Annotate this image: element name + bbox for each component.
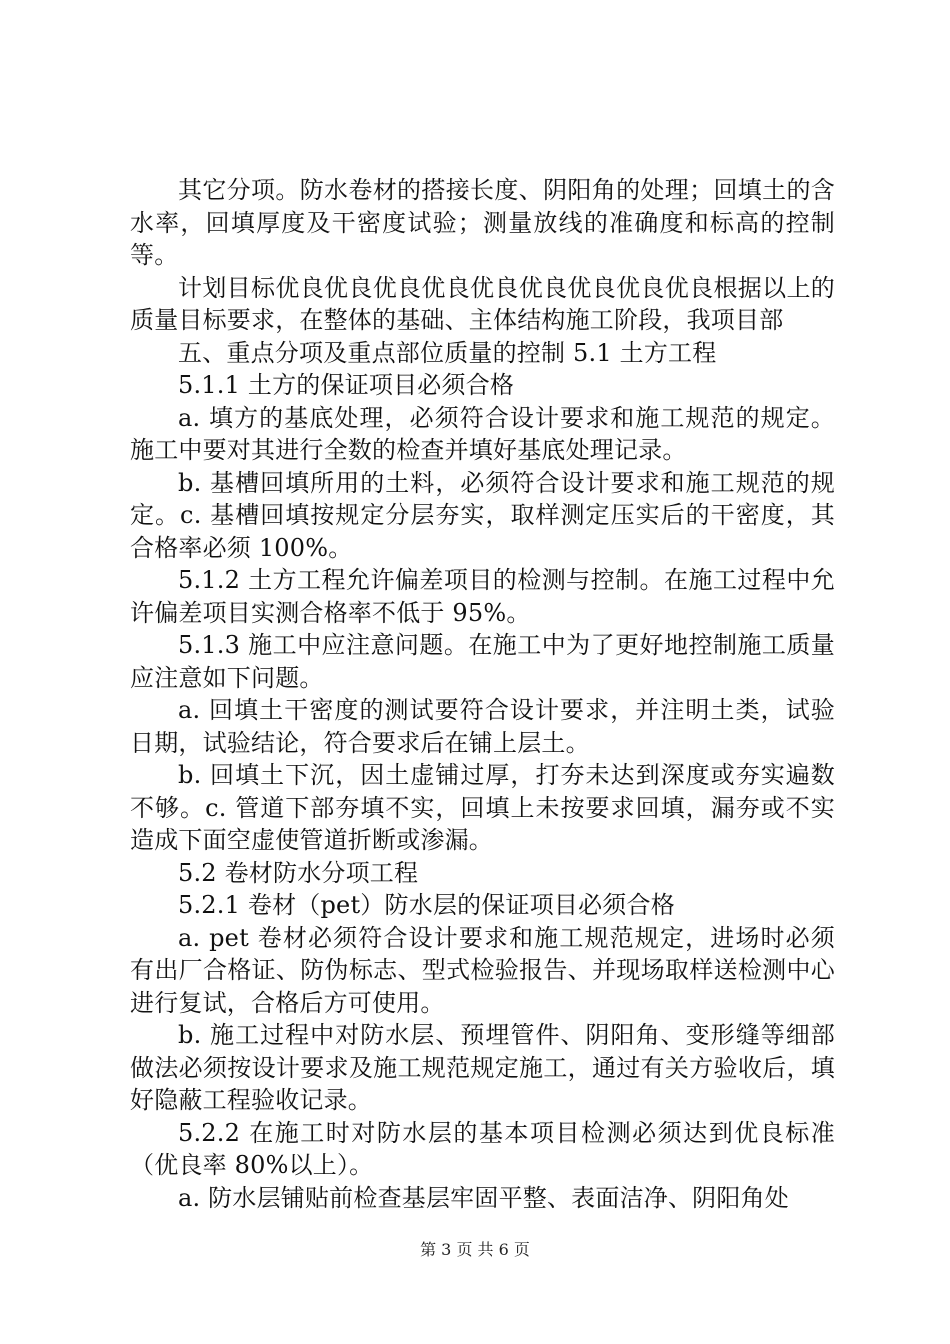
paragraph-5-1-1-a: a. 填方的基底处理，必须符合设计要求和施工规范的规定。施工中要对其进行全数的检查并填好基底处理记录。 (130, 403, 835, 464)
paragraph-other-items: 其它分项。防水卷材的搭接长度、阴阳角的处理；回填土的含水率，回填厚度及干密度试验；测量放线的准确度和标高的控制等。 (130, 176, 835, 269)
page-number-footer: 第 3 页 共 6 页 (420, 1240, 530, 1259)
page-body (130, 174, 835, 1214)
subsection-heading-5-2-1: 5.2.1 卷材（pet）防水层的保证项目必须合格 (178, 891, 675, 919)
paragraph-5-2-1-b: b. 施工过程中对防水层、预埋管件、阴阳角、变形缝等细部做法必须按设计要求及施工规范规定施工，通过有关方验收后，填好隐蔽工程验收记录。 (130, 1021, 835, 1114)
paragraph-5-1-3-a: a. 回填土干密度的测试要符合设计要求，并注明土类，试验日期，试验结论，符合要求后在铺上层土。 (130, 696, 835, 757)
paragraph-5-1-3: 5.1.3 施工中应注意问题。在施工中为了更好地控制施工质量应注意如下问题。 (130, 631, 835, 692)
paragraph-5-2-2: 5.2.2 在施工时对防水层的基本项目检测必须达到优良标准（优良率 80%以上）。 (130, 1118, 835, 1179)
paragraph-quality-target: 计划目标优良优良优良优良优良优良优良优良优良根据以上的质量目标要求，在整体的基础、主体结构施工阶段，我项目部 (130, 273, 835, 334)
paragraph-5-2-1-a: a. pet 卷材必须符合设计要求和施工规范规定，进场时必须有出厂合格证、防伪标志、型式检验报告、并现场取样送检测中心进行复试，合格后方可使用。 (130, 923, 835, 1017)
subsection-heading-5-2: 5.2 卷材防水分项工程 (178, 858, 419, 887)
paragraph-5-2-2-a: a. 防水层铺贴前检查基层牢固平整、表面洁净、阴阳角处 (178, 1183, 789, 1212)
paragraph-5-1-1-b: b. 基槽回填所用的土料，必须符合设计要求和施工规范的规定。c. 基槽回填按规定分层夯实，取样测定压实后的干密度，其合格率必须 100%。 (130, 468, 835, 562)
paragraph-5-1-2: 5.1.2 土方工程允许偏差项目的检测与控制。在施工过程中允许偏差项目实测合格率不低于 95%。 (130, 566, 835, 627)
section-heading-5: 五、重点分项及重点部位质量的控制 5.1 土方工程 (178, 338, 717, 367)
subsection-heading-5-1-1: 5.1.1 土方的保证项目必须合格 (178, 371, 515, 399)
paragraph-5-1-3-b: b. 回填土下沉，因土虚铺过厚，打夯未达到深度或夯实遍数不够。c. 管道下部夯填不实，回填上未按要求回填，漏夯或不实造成下面空虚使管道折断或渗漏。 (130, 761, 835, 854)
